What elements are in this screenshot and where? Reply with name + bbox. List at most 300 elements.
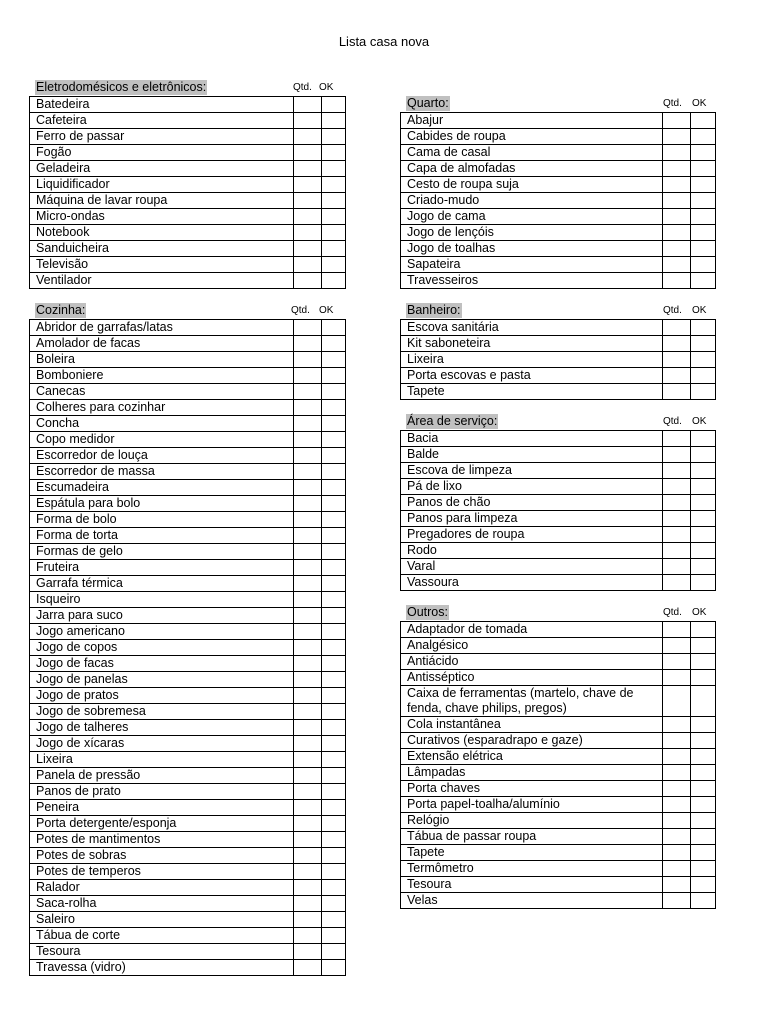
item-label: Jogo de xícaras — [30, 736, 294, 752]
checklist-row — [30, 129, 346, 145]
item-label: Ralador — [30, 880, 294, 896]
qtd-cell[interactable] — [294, 368, 322, 384]
qtd-cell[interactable] — [663, 717, 691, 733]
item-label: Forma de bolo — [30, 512, 294, 528]
ok-cell[interactable] — [691, 495, 716, 511]
ok-cell[interactable] — [691, 209, 716, 225]
qtd-cell[interactable] — [663, 527, 691, 543]
qtd-cell[interactable] — [663, 861, 691, 877]
checklist-row — [401, 511, 716, 527]
item-label: Antiácido — [401, 654, 663, 670]
qtd-cell[interactable] — [294, 944, 322, 960]
checklist-row — [401, 670, 716, 686]
ok-cell[interactable] — [691, 447, 716, 463]
item-label: Batedeira — [30, 97, 294, 113]
qtd-cell[interactable] — [294, 848, 322, 864]
ok-cell[interactable] — [322, 209, 346, 225]
qtd-cell[interactable] — [663, 177, 691, 193]
ok-cell[interactable] — [322, 352, 346, 368]
qtd-cell[interactable] — [294, 576, 322, 592]
qtd-cell[interactable] — [663, 749, 691, 765]
ok-cell[interactable] — [691, 161, 716, 177]
ok-cell[interactable] — [691, 686, 716, 717]
checklist-table — [400, 621, 716, 909]
ok-cell[interactable] — [322, 800, 346, 816]
qtd-cell[interactable] — [663, 193, 691, 209]
ok-cell[interactable] — [322, 880, 346, 896]
item-label: Porta escovas e pasta — [401, 368, 663, 384]
ok-cell[interactable] — [322, 928, 346, 944]
ok-cell[interactable] — [322, 592, 346, 608]
checklist-row — [30, 464, 346, 480]
ok-cell[interactable] — [322, 944, 346, 960]
ok-cell[interactable] — [322, 193, 346, 209]
qtd-cell[interactable] — [294, 496, 322, 512]
item-label: Pregadores de roupa — [401, 527, 663, 543]
ok-cell[interactable] — [691, 145, 716, 161]
ok-cell[interactable] — [691, 622, 716, 638]
item-label: Forma de torta — [30, 528, 294, 544]
qtd-cell[interactable] — [294, 97, 322, 113]
qtd-cell[interactable] — [294, 704, 322, 720]
qtd-cell[interactable] — [663, 129, 691, 145]
qtd-cell[interactable] — [294, 608, 322, 624]
ok-cell[interactable] — [691, 225, 716, 241]
item-label: Máquina de lavar roupa — [30, 193, 294, 209]
ok-cell[interactable] — [322, 241, 346, 257]
qtd-cell[interactable] — [294, 161, 322, 177]
item-label: Concha — [30, 416, 294, 432]
ok-cell[interactable] — [691, 765, 716, 781]
qtd-cell[interactable] — [294, 928, 322, 944]
ok-cell[interactable] — [322, 129, 346, 145]
section-outros — [400, 605, 716, 909]
ok-cell[interactable] — [691, 813, 716, 829]
checklist-row — [30, 368, 346, 384]
col-ok-label: OK — [692, 98, 707, 109]
ok-cell[interactable] — [322, 960, 346, 976]
ok-cell[interactable] — [691, 336, 716, 352]
qtd-cell[interactable] — [294, 880, 322, 896]
ok-cell[interactable] — [691, 717, 716, 733]
checklist-row — [30, 576, 346, 592]
checklist-row — [401, 495, 716, 511]
item-label: Balde — [401, 447, 663, 463]
checklist-row — [30, 336, 346, 352]
qtd-cell[interactable] — [294, 816, 322, 832]
qtd-cell[interactable] — [294, 352, 322, 368]
item-label: Garrafa térmica — [30, 576, 294, 592]
ok-cell[interactable] — [691, 384, 716, 400]
qtd-cell[interactable] — [663, 113, 691, 129]
qtd-cell[interactable] — [663, 765, 691, 781]
qtd-cell[interactable] — [663, 575, 691, 591]
qtd-cell[interactable] — [294, 432, 322, 448]
qtd-cell[interactable] — [294, 177, 322, 193]
ok-cell[interactable] — [322, 704, 346, 720]
ok-cell[interactable] — [322, 480, 346, 496]
qtd-cell[interactable] — [294, 656, 322, 672]
ok-cell[interactable] — [691, 193, 716, 209]
checklist-row — [30, 592, 346, 608]
checklist-row — [401, 257, 716, 273]
qtd-cell[interactable] — [663, 733, 691, 749]
ok-cell[interactable] — [691, 543, 716, 559]
ok-cell[interactable] — [322, 768, 346, 784]
checklist-row — [401, 861, 716, 877]
ok-cell[interactable] — [691, 129, 716, 145]
ok-cell[interactable] — [322, 161, 346, 177]
ok-cell[interactable] — [691, 559, 716, 575]
ok-cell[interactable] — [691, 527, 716, 543]
ok-cell[interactable] — [322, 273, 346, 289]
ok-cell[interactable] — [322, 544, 346, 560]
ok-cell[interactable] — [322, 736, 346, 752]
item-label: Vassoura — [401, 575, 663, 591]
ok-cell[interactable] — [691, 368, 716, 384]
qtd-cell[interactable] — [294, 672, 322, 688]
col-qtd-label: Qtd. — [291, 305, 310, 316]
ok-cell[interactable] — [322, 608, 346, 624]
qtd-cell[interactable] — [294, 960, 322, 976]
ok-cell[interactable] — [691, 113, 716, 129]
qtd-cell[interactable] — [294, 640, 322, 656]
qtd-cell[interactable] — [663, 241, 691, 257]
checklist-row — [30, 928, 346, 944]
qtd-cell[interactable] — [294, 896, 322, 912]
qtd-cell[interactable] — [294, 336, 322, 352]
ok-cell[interactable] — [691, 352, 716, 368]
qtd-cell[interactable] — [294, 512, 322, 528]
ok-cell[interactable] — [322, 720, 346, 736]
ok-cell[interactable] — [322, 384, 346, 400]
ok-cell[interactable] — [691, 511, 716, 527]
qtd-cell[interactable] — [294, 784, 322, 800]
ok-cell[interactable] — [322, 145, 346, 161]
qtd-cell[interactable] — [663, 320, 691, 336]
checklist-row — [30, 496, 346, 512]
qtd-cell[interactable] — [294, 225, 322, 241]
ok-cell[interactable] — [691, 845, 716, 861]
qtd-cell[interactable] — [663, 145, 691, 161]
checklist-row — [401, 749, 716, 765]
ok-cell[interactable] — [691, 273, 716, 289]
qtd-cell[interactable] — [663, 829, 691, 845]
qtd-cell[interactable] — [294, 736, 322, 752]
ok-cell[interactable] — [691, 177, 716, 193]
ok-cell[interactable] — [691, 893, 716, 909]
qtd-cell[interactable] — [294, 257, 322, 273]
ok-cell[interactable] — [691, 781, 716, 797]
qtd-cell[interactable] — [294, 480, 322, 496]
section-servico — [400, 414, 716, 591]
checklist-row — [30, 448, 346, 464]
item-label: Escova de limpeza — [401, 463, 663, 479]
qtd-cell[interactable] — [663, 877, 691, 893]
item-label: Jogo de panelas — [30, 672, 294, 688]
checklist-row — [401, 463, 716, 479]
section-title: Área de serviço: — [407, 414, 498, 428]
ok-cell[interactable] — [691, 479, 716, 495]
item-label: Lixeira — [30, 752, 294, 768]
qtd-cell[interactable] — [294, 800, 322, 816]
ok-cell[interactable] — [322, 448, 346, 464]
item-label: Tesoura — [30, 944, 294, 960]
ok-cell[interactable] — [691, 797, 716, 813]
qtd-cell[interactable] — [663, 161, 691, 177]
item-label: Colheres para cozinhar — [30, 400, 294, 416]
qtd-cell[interactable] — [294, 592, 322, 608]
col-ok-label: OK — [692, 607, 707, 618]
checklist-row — [30, 912, 346, 928]
qtd-cell[interactable] — [663, 893, 691, 909]
qtd-cell[interactable] — [663, 463, 691, 479]
qtd-cell[interactable] — [663, 845, 691, 861]
qtd-cell[interactable] — [663, 447, 691, 463]
checklist-row — [401, 320, 716, 336]
ok-cell[interactable] — [322, 832, 346, 848]
ok-cell[interactable] — [322, 816, 346, 832]
ok-cell[interactable] — [691, 670, 716, 686]
page-title: Lista casa nova — [338, 34, 430, 49]
checklist-row — [30, 944, 346, 960]
qtd-cell[interactable] — [663, 384, 691, 400]
item-label: Copo medidor — [30, 432, 294, 448]
qtd-cell[interactable] — [294, 560, 322, 576]
qtd-cell[interactable] — [294, 273, 322, 289]
checklist-row — [30, 848, 346, 864]
item-label: Tesoura — [401, 877, 663, 893]
ok-cell[interactable] — [322, 225, 346, 241]
checklist-row — [30, 225, 346, 241]
qtd-cell[interactable] — [294, 528, 322, 544]
ok-cell[interactable] — [322, 97, 346, 113]
item-label: Jogo de sobremesa — [30, 704, 294, 720]
item-label: Potes de sobras — [30, 848, 294, 864]
section-banheiro — [400, 303, 716, 400]
ok-cell[interactable] — [322, 320, 346, 336]
ok-cell[interactable] — [322, 113, 346, 129]
qtd-cell[interactable] — [294, 129, 322, 145]
checklist-row — [30, 768, 346, 784]
checklist-row — [30, 384, 346, 400]
qtd-cell[interactable] — [663, 797, 691, 813]
checklist-row — [401, 113, 716, 129]
qtd-cell[interactable] — [294, 624, 322, 640]
ok-cell[interactable] — [691, 638, 716, 654]
item-label: Jogo americano — [30, 624, 294, 640]
ok-cell[interactable] — [322, 368, 346, 384]
ok-cell[interactable] — [322, 560, 346, 576]
ok-cell[interactable] — [322, 400, 346, 416]
qtd-cell[interactable] — [663, 559, 691, 575]
checklist-row — [401, 638, 716, 654]
ok-cell[interactable] — [322, 624, 346, 640]
qtd-cell[interactable] — [294, 688, 322, 704]
item-label: Panos de chão — [401, 495, 663, 511]
qtd-cell[interactable] — [663, 622, 691, 638]
item-label: Formas de gelo — [30, 544, 294, 560]
qtd-cell[interactable] — [294, 384, 322, 400]
checklist-row — [30, 400, 346, 416]
qtd-cell[interactable] — [294, 912, 322, 928]
ok-cell[interactable] — [322, 416, 346, 432]
qtd-cell[interactable] — [294, 832, 322, 848]
qtd-cell[interactable] — [294, 145, 322, 161]
qtd-cell[interactable] — [294, 209, 322, 225]
checklist-row — [401, 575, 716, 591]
item-label: Lâmpadas — [401, 765, 663, 781]
qtd-cell[interactable] — [294, 544, 322, 560]
qtd-cell[interactable] — [663, 352, 691, 368]
item-label: Sapateira — [401, 257, 663, 273]
item-label: Jogo de facas — [30, 656, 294, 672]
ok-cell[interactable] — [691, 861, 716, 877]
checklist-row — [30, 608, 346, 624]
qtd-cell[interactable] — [294, 464, 322, 480]
ok-cell[interactable] — [322, 640, 346, 656]
checklist-row — [30, 656, 346, 672]
ok-cell[interactable] — [691, 877, 716, 893]
checklist-row — [30, 145, 346, 161]
checklist-row — [401, 447, 716, 463]
qtd-cell[interactable] — [294, 448, 322, 464]
item-label: Jarra para suco — [30, 608, 294, 624]
ok-cell[interactable] — [322, 912, 346, 928]
ok-cell[interactable] — [322, 688, 346, 704]
qtd-cell[interactable] — [294, 193, 322, 209]
checklist-table — [400, 112, 716, 289]
item-label: Escova sanitária — [401, 320, 663, 336]
item-label: Sanduicheira — [30, 241, 294, 257]
checklist-row — [401, 559, 716, 575]
qtd-cell[interactable] — [663, 638, 691, 654]
ok-cell[interactable] — [322, 336, 346, 352]
qtd-cell[interactable] — [663, 654, 691, 670]
item-label: Amolador de facas — [30, 336, 294, 352]
qtd-cell[interactable] — [663, 781, 691, 797]
col-ok-label: OK — [692, 305, 707, 316]
qtd-cell[interactable] — [663, 670, 691, 686]
ok-cell[interactable] — [322, 464, 346, 480]
qtd-cell[interactable] — [294, 320, 322, 336]
ok-cell[interactable] — [691, 241, 716, 257]
checklist-row — [30, 800, 346, 816]
ok-cell[interactable] — [691, 320, 716, 336]
qtd-cell[interactable] — [663, 209, 691, 225]
checklist-row — [30, 352, 346, 368]
checklist-row — [30, 832, 346, 848]
ok-cell[interactable] — [322, 752, 346, 768]
item-label: Panos de prato — [30, 784, 294, 800]
checklist-row — [30, 193, 346, 209]
checklist-row — [30, 432, 346, 448]
checklist-row — [401, 209, 716, 225]
qtd-cell[interactable] — [663, 431, 691, 447]
ok-cell[interactable] — [322, 576, 346, 592]
item-label: Geladeira — [30, 161, 294, 177]
qtd-cell[interactable] — [294, 864, 322, 880]
checklist-row — [401, 479, 716, 495]
qtd-cell[interactable] — [663, 543, 691, 559]
col-qtd-label: Qtd. — [663, 416, 682, 427]
item-label: Escorredor de louça — [30, 448, 294, 464]
ok-cell[interactable] — [322, 177, 346, 193]
qtd-cell[interactable] — [663, 273, 691, 289]
item-label: Peneira — [30, 800, 294, 816]
ok-cell[interactable] — [322, 432, 346, 448]
ok-cell[interactable] — [322, 896, 346, 912]
ok-cell[interactable] — [322, 848, 346, 864]
checklist-row — [30, 209, 346, 225]
ok-cell[interactable] — [691, 654, 716, 670]
ok-cell[interactable] — [322, 656, 346, 672]
qtd-cell[interactable] — [294, 416, 322, 432]
qtd-cell[interactable] — [663, 336, 691, 352]
qtd-cell[interactable] — [294, 720, 322, 736]
item-label: Isqueiro — [30, 592, 294, 608]
item-label: Antisséptico — [401, 670, 663, 686]
qtd-cell[interactable] — [663, 368, 691, 384]
item-label: Tábua de passar roupa — [401, 829, 663, 845]
ok-cell[interactable] — [691, 575, 716, 591]
ok-cell[interactable] — [322, 496, 346, 512]
item-label: Jogo de toalhas — [401, 241, 663, 257]
qtd-cell[interactable] — [663, 257, 691, 273]
ok-cell[interactable] — [691, 463, 716, 479]
qtd-cell[interactable] — [294, 400, 322, 416]
item-label: Escorredor de massa — [30, 464, 294, 480]
qtd-cell[interactable] — [294, 752, 322, 768]
checklist-row — [401, 829, 716, 845]
ok-cell[interactable] — [322, 257, 346, 273]
ok-cell[interactable] — [691, 431, 716, 447]
ok-cell[interactable] — [322, 784, 346, 800]
qtd-cell[interactable] — [663, 495, 691, 511]
item-label: Lixeira — [401, 352, 663, 368]
qtd-cell[interactable] — [663, 511, 691, 527]
ok-cell[interactable] — [691, 829, 716, 845]
qtd-cell[interactable] — [663, 225, 691, 241]
checklist-row — [401, 717, 716, 733]
checklist-row — [30, 864, 346, 880]
ok-cell[interactable] — [322, 512, 346, 528]
qtd-cell[interactable] — [663, 686, 691, 717]
checklist-row — [401, 527, 716, 543]
item-label: Boleira — [30, 352, 294, 368]
ok-cell[interactable] — [691, 257, 716, 273]
ok-cell[interactable] — [322, 864, 346, 880]
ok-cell[interactable] — [691, 749, 716, 765]
checklist-row — [401, 145, 716, 161]
qtd-cell[interactable] — [294, 768, 322, 784]
ok-cell[interactable] — [322, 672, 346, 688]
qtd-cell[interactable] — [294, 241, 322, 257]
qtd-cell[interactable] — [294, 113, 322, 129]
checklist-row — [401, 161, 716, 177]
qtd-cell[interactable] — [663, 479, 691, 495]
item-label: Ferro de passar — [30, 129, 294, 145]
ok-cell[interactable] — [322, 528, 346, 544]
checklist-row — [401, 845, 716, 861]
item-label: Potes de temperos — [30, 864, 294, 880]
qtd-cell[interactable] — [663, 813, 691, 829]
checklist-row — [401, 877, 716, 893]
checklist-row — [401, 431, 716, 447]
checklist-row — [30, 960, 346, 976]
ok-cell[interactable] — [691, 733, 716, 749]
checklist-row — [30, 512, 346, 528]
